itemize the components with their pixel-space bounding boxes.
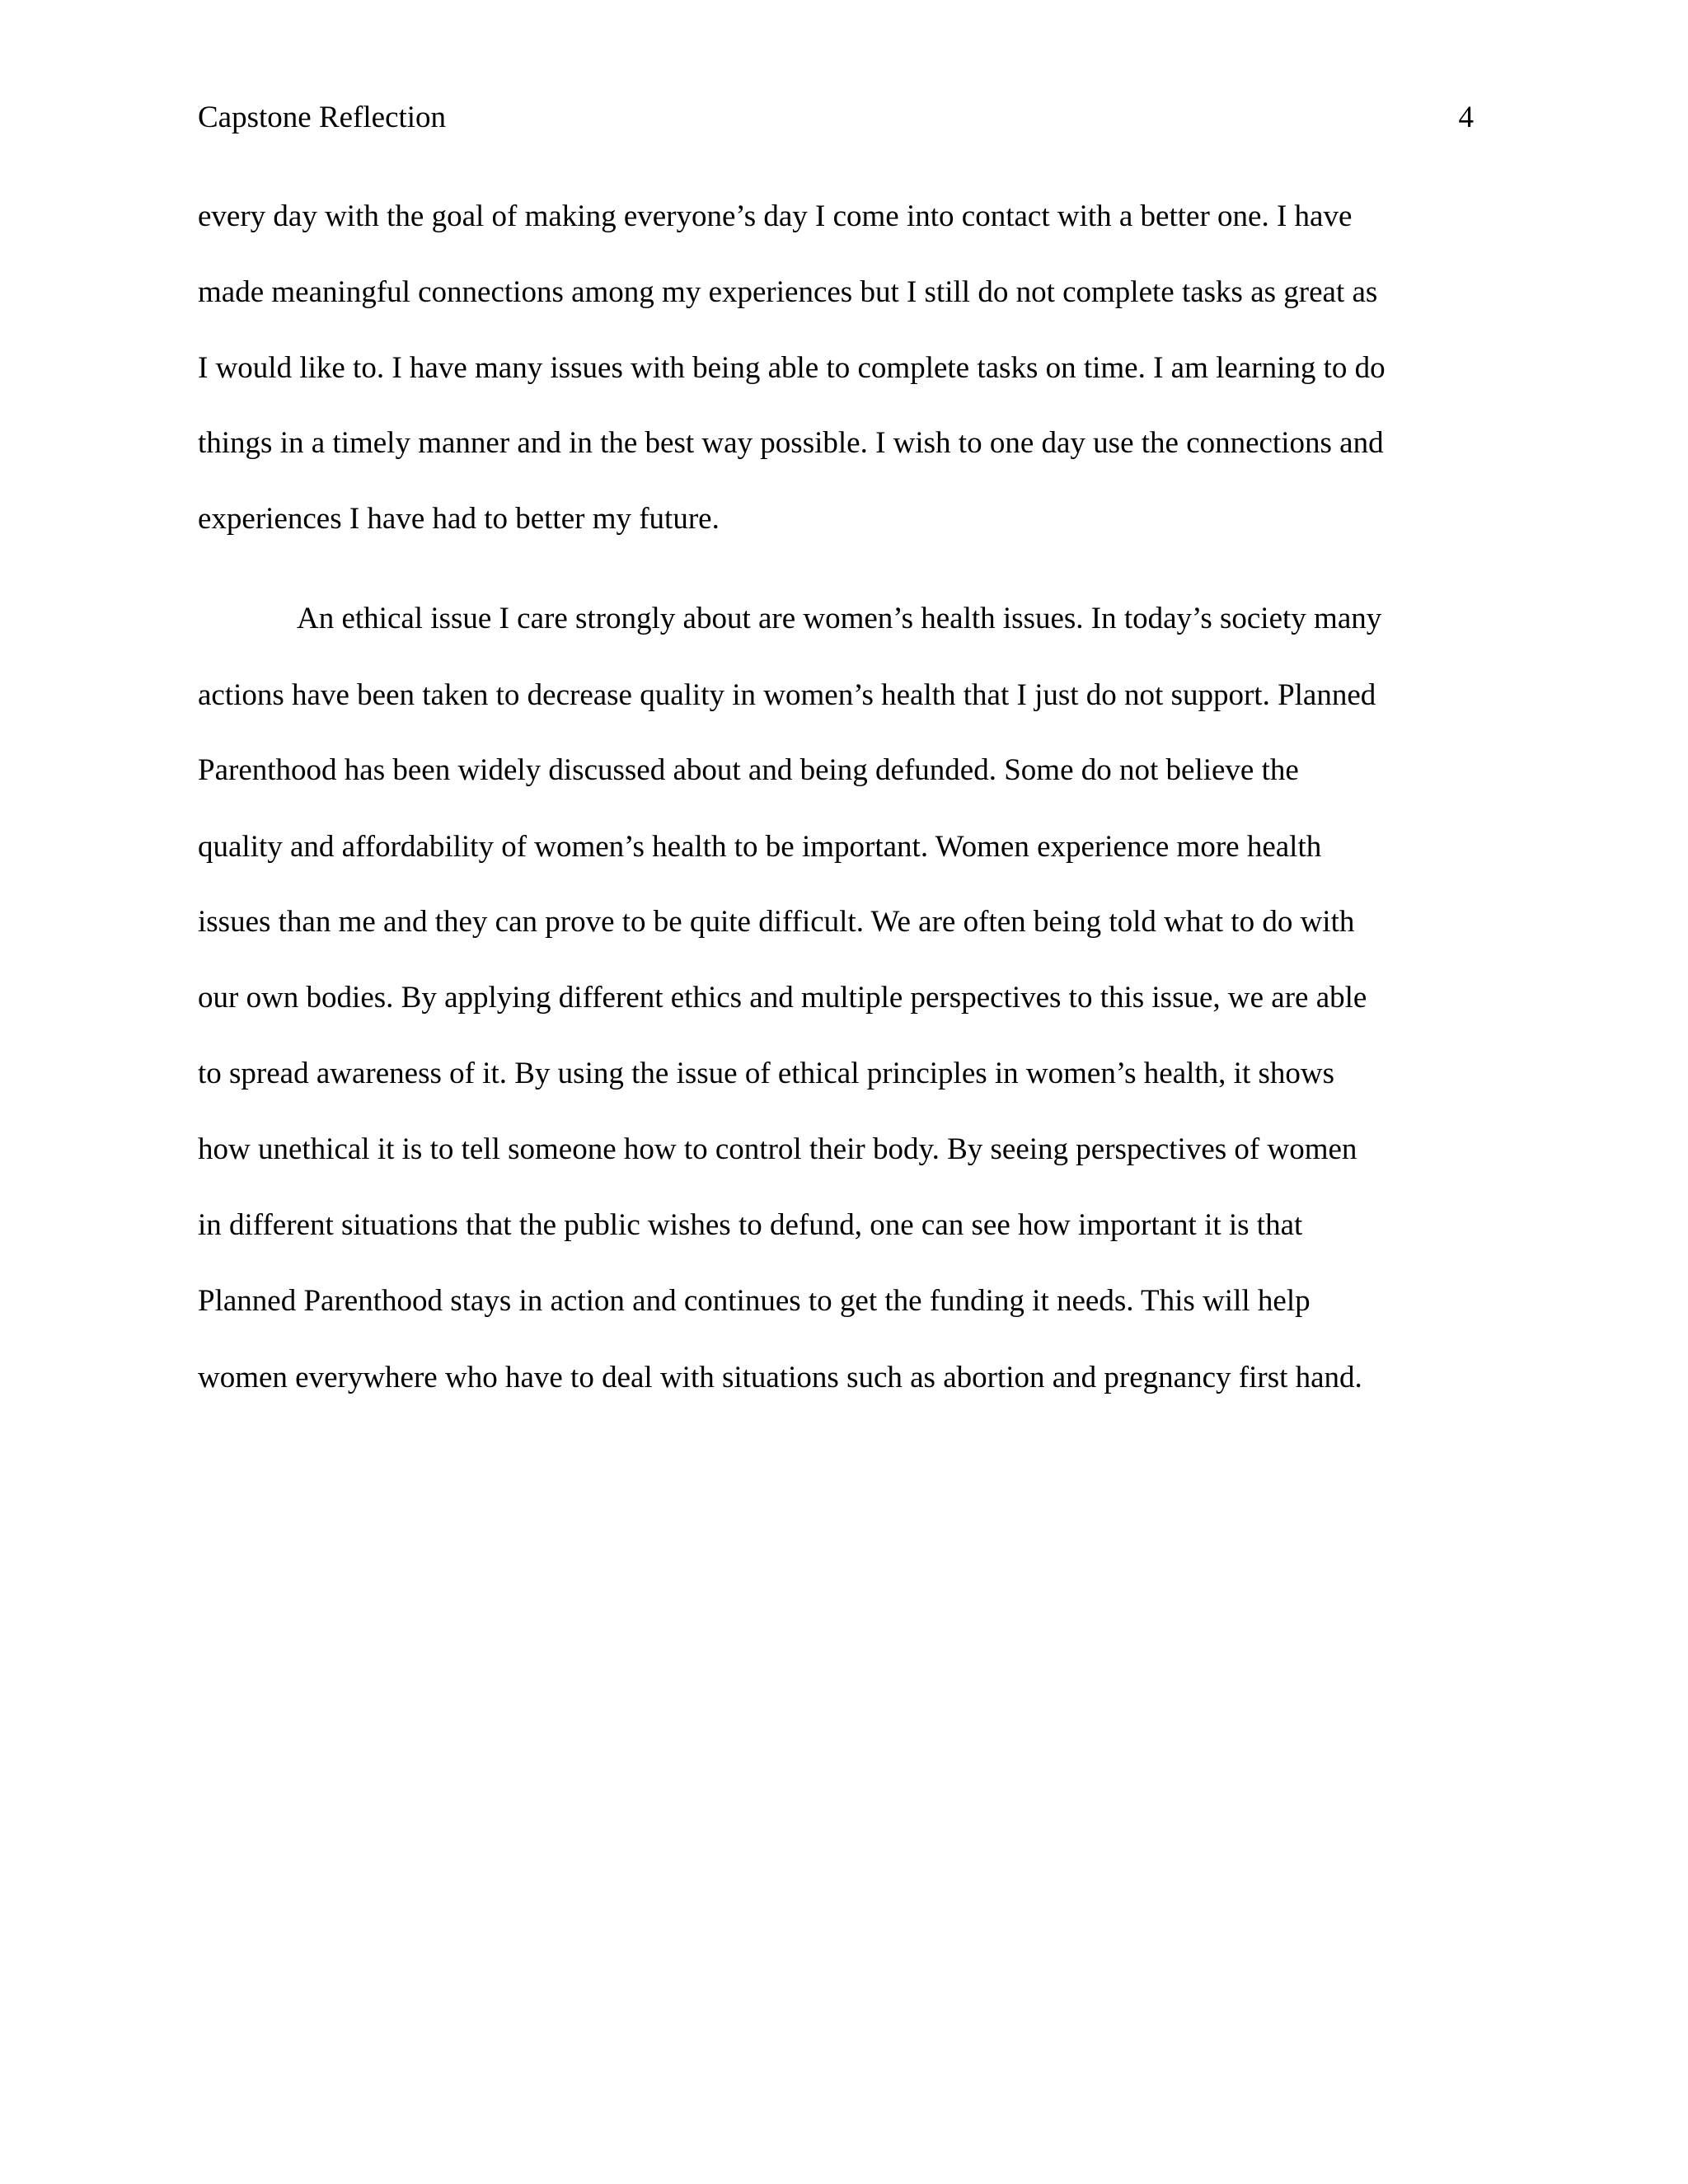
paragraph-line: every day with the goal of making everyone’s day I come into contact with a better one. I have (198, 199, 1353, 233)
paragraph-line: made meaningful connections among my experiences but I still do not complete tasks as great as (198, 275, 1378, 309)
paragraph-line: issues than me and they can prove to be quite difficult. We are often being told what to do with (198, 905, 1355, 939)
paragraph-line: quality and affordability of women’s health to be important. Women experience more health (198, 830, 1322, 864)
paragraph-line: Planned Parenthood stays in action and continues to get the funding it needs. This will help (198, 1284, 1311, 1318)
paragraph-line: our own bodies. By applying different ethics and multiple perspectives to this issue, we are able (198, 981, 1367, 1015)
paragraph-line: women everywhere who have to deal with situations such as abortion and pregnancy first hand. (198, 1361, 1362, 1394)
paragraph-line: I would like to. I have many issues with being able to complete tasks on time. I am learning to do (198, 351, 1386, 385)
paragraph-line: how unethical it is to tell someone how to control their body. By seeing perspectives of women (198, 1132, 1357, 1166)
paragraph-line: An ethical issue I care strongly about are women’s health issues. In today’s society many (297, 602, 1382, 635)
paragraph-line: actions have been taken to decrease quality in women’s health that I just do not support. Planned (198, 678, 1376, 712)
running-head: Capstone Reflection (198, 101, 447, 134)
paragraph-line: experiences I have had to better my future. (198, 502, 720, 536)
paragraph-line: Parenthood has been widely discussed about and being defunded. Some do not believe the (198, 753, 1299, 787)
page-number: 4 (1458, 101, 1474, 134)
paragraph-line: things in a timely manner and in the best way possible. I wish to one day use the connections and (198, 426, 1384, 460)
paragraph-line: to spread awareness of it. By using the issue of ethical principles in women’s health, it shows (198, 1057, 1335, 1090)
paragraph-line: in different situations that the public wishes to defund, one can see how important it is that (198, 1208, 1303, 1242)
